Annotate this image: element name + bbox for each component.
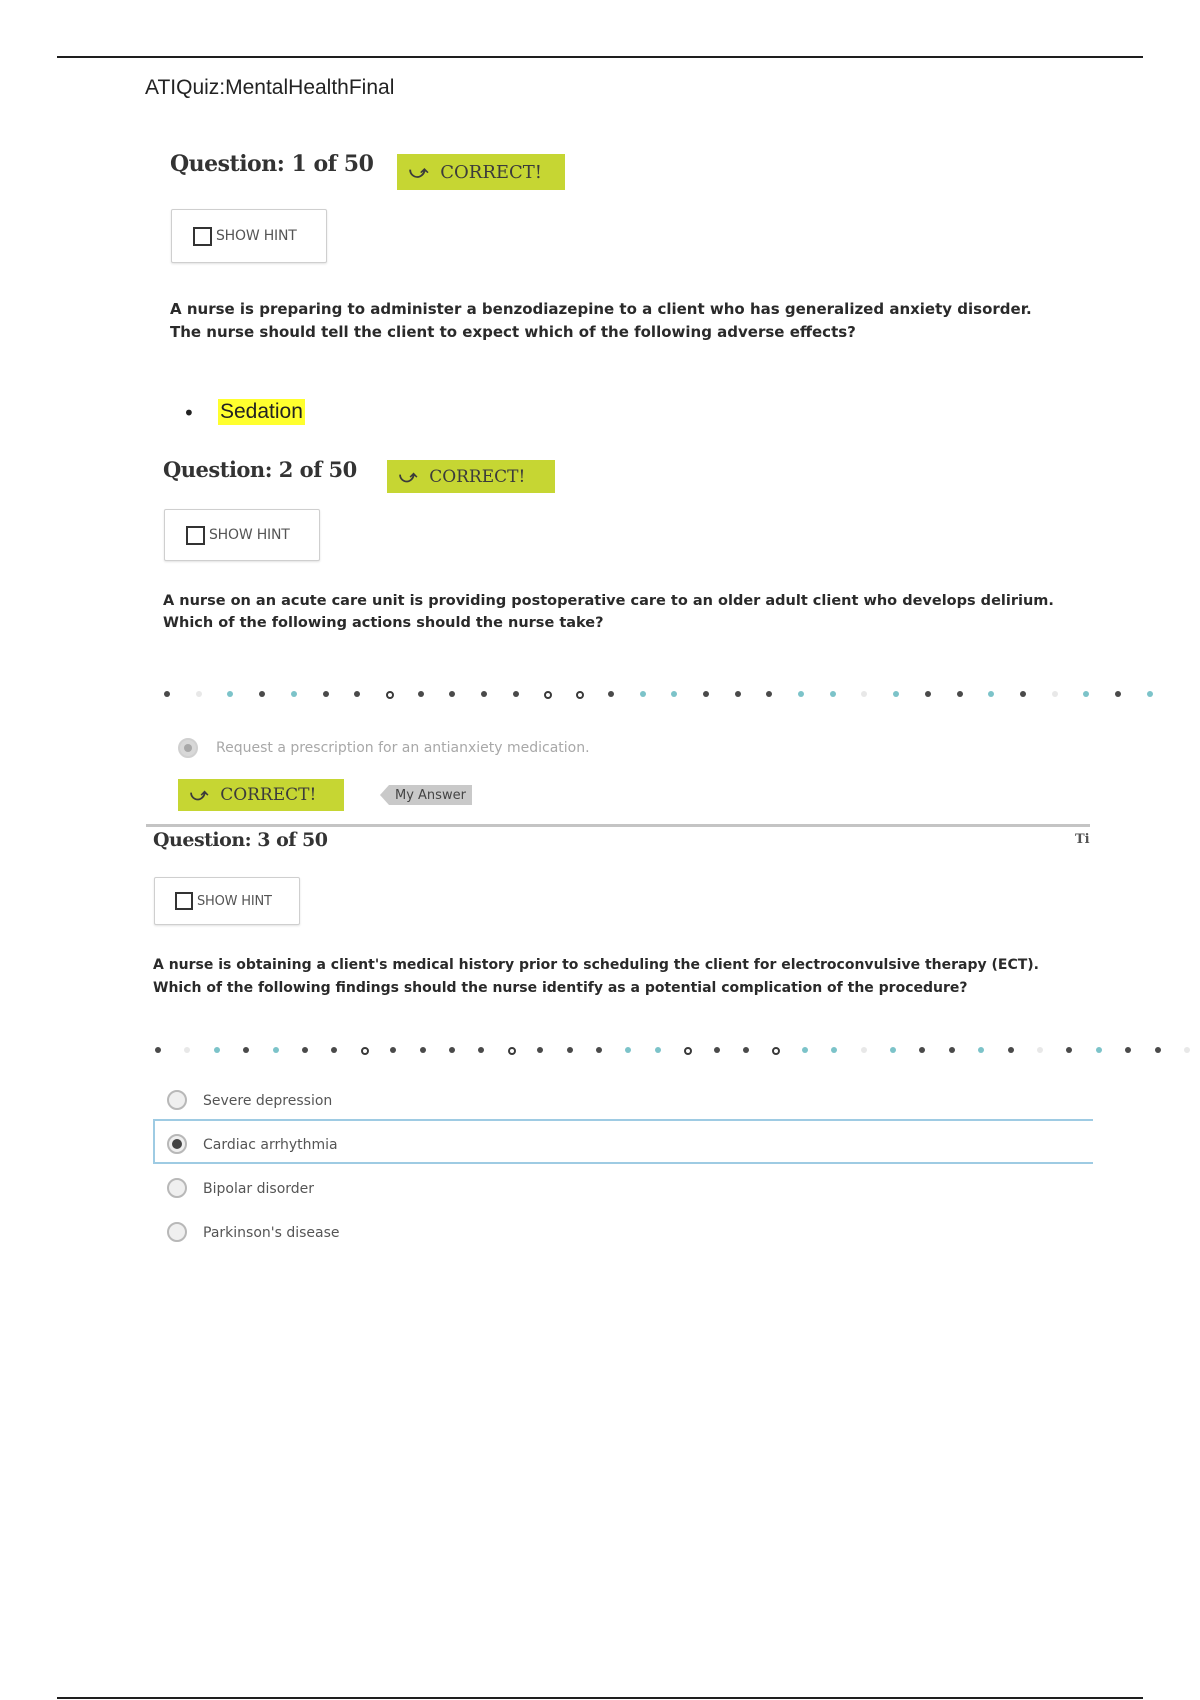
progress-dot [861,1047,867,1053]
section-divider [146,824,1090,827]
progress-dot [596,1047,602,1053]
progress-dot [544,691,552,699]
progress-dots [155,1044,1090,1056]
progress-dot [1155,1047,1161,1053]
bullet-icon: • [183,401,195,425]
progress-dot [1083,691,1089,697]
question-3-text-line-2: Which of the following findings should the nurse identify as a potential complication of the procedure? [153,980,968,996]
progress-dot [703,691,709,697]
progress-dot [214,1047,220,1053]
progress-dot [386,691,394,699]
question-2-text: A nurse on an acute care unit is providing postoperative care to an older adult client who develops delirium. Which of the following actions should the nurse take? [163,593,1054,632]
progress-dot [949,1047,955,1053]
progress-dot [743,1047,749,1053]
question-3-text-line-1: A nurse is obtaining a client's medical history prior to scheduling the client for electroconvulsive therapy (ECT). [153,957,1039,973]
progress-dot [259,691,265,697]
timer-label: Ti [1075,832,1090,847]
top-rule [57,56,1143,58]
return-arrow-icon: ⤻ [190,785,209,805]
option-radio-parkinsons-disease[interactable] [167,1222,187,1242]
question-2-show-hint-button[interactable] [164,509,320,561]
progress-dot [919,1047,925,1053]
document-title: ATIQuiz:MentalHealthFinal [145,76,395,99]
checkbox-icon[interactable] [186,526,205,545]
option-label: Severe depression [203,1093,333,1109]
option-radio-severe-depression[interactable] [167,1090,187,1110]
progress-dot [302,1047,308,1053]
show-hint-label: SHOW HINT [197,893,272,909]
progress-dot [608,691,614,697]
progress-dot [331,1047,337,1053]
progress-dot [449,1047,455,1053]
progress-dot [830,691,836,697]
option-label: Request a prescription for an antianxiety medication. [216,740,590,756]
progress-dot [831,1047,837,1053]
progress-dot [1147,691,1153,697]
question-1-show-hint-button[interactable] [171,209,327,263]
progress-dot [418,691,424,697]
question-2-correct-badge [387,460,555,493]
option-radio-cardiac-arrhythmia[interactable] [167,1134,187,1154]
progress-dot [735,691,741,697]
progress-dot [537,1047,543,1053]
progress-dot [684,1047,692,1055]
progress-dot [184,1047,190,1053]
progress-dot [481,691,487,697]
progress-dot [957,691,963,697]
progress-dot [1037,1047,1043,1053]
progress-dot [155,1047,161,1053]
option-label: Bipolar disorder [203,1181,315,1197]
progress-dot [625,1047,631,1053]
show-hint-label: SHOW HINT [216,228,297,244]
progress-dot [798,691,804,697]
progress-dot [1008,1047,1014,1053]
question-1-answer: Sedation [220,400,303,423]
question-1-text: A nurse is preparing to administer a benzodiazepine to a client who has generalized anxiety disorder. The nurse should tell the client to expect which of the following adverse effects? [170,300,1032,342]
progress-dot [893,691,899,697]
progress-dots [164,688,1090,700]
progress-dot [772,1047,780,1055]
return-arrow-icon: ⤻ [399,466,418,487]
option-radio[interactable] [178,738,198,758]
progress-dot [478,1047,484,1053]
correct-label: CORRECT! [429,466,526,487]
progress-dot [802,1047,808,1053]
progress-dot [243,1047,249,1053]
progress-dot [1115,691,1121,697]
question-1-label: Question: 1 of 50 [170,151,374,177]
my-answer-tag: My Answer [389,785,472,805]
progress-dot [1096,1047,1102,1053]
progress-dot [714,1047,720,1053]
progress-dot [513,691,519,697]
show-hint-label: SHOW HINT [209,527,290,543]
progress-dot [449,691,455,697]
progress-dot [890,1047,896,1053]
progress-dot [354,691,360,697]
progress-dot [576,691,584,699]
progress-dot [164,691,170,697]
progress-dot [766,691,772,697]
option-radio-bipolar-disorder[interactable] [167,1178,187,1198]
progress-dot [323,691,329,697]
correct-label: CORRECT! [440,161,543,183]
checkbox-icon[interactable] [175,892,193,910]
progress-dot [655,1047,661,1053]
question-2-label: Question: 2 of 50 [163,457,357,482]
question-3-show-hint-button[interactable] [154,877,300,925]
progress-dot [390,1047,396,1053]
progress-dot [1184,1047,1190,1053]
option-label: Cardiac arrhythmia [203,1137,338,1153]
progress-dot [925,691,931,697]
progress-dot [1125,1047,1131,1053]
progress-dot [196,691,202,697]
bottom-rule [57,1697,1143,1699]
progress-dot [361,1047,369,1055]
progress-dot [671,691,677,697]
progress-dot [988,691,994,697]
progress-dot [508,1047,516,1055]
question-2-result-badge [178,779,344,811]
question-3-label: Question: 3 of 50 [153,829,328,851]
return-arrow-icon: ⤻ [409,161,429,183]
progress-dot [227,691,233,697]
progress-dot [1052,691,1058,697]
progress-dot [273,1047,279,1053]
question-1-correct-badge [397,154,565,190]
progress-dot [861,691,867,697]
progress-dot [978,1047,984,1053]
progress-dot [1020,691,1026,697]
progress-dot [291,691,297,697]
checkbox-icon[interactable] [193,227,212,246]
progress-dot [1066,1047,1072,1053]
progress-dot [640,691,646,697]
progress-dot [567,1047,573,1053]
option-label: Parkinson's disease [203,1225,340,1241]
correct-label: CORRECT! [220,785,317,805]
progress-dot [420,1047,426,1053]
